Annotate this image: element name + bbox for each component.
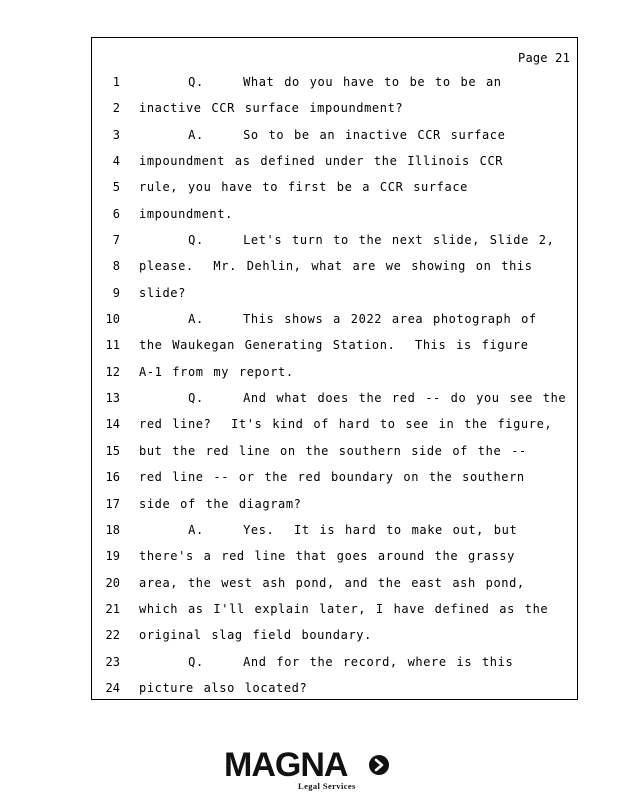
transcript-line xyxy=(92,332,577,358)
line-number: 12 xyxy=(105,364,120,379)
transcript-line xyxy=(92,464,577,490)
line-number: 19 xyxy=(105,549,120,564)
transcript-line xyxy=(92,649,577,675)
line-text: Q. What do you have to be to be an xyxy=(139,75,502,89)
line-number: 18 xyxy=(105,522,120,537)
line-number: 1 xyxy=(112,75,120,89)
line-text: area, the west ash pond, and the east ash pond, xyxy=(139,575,525,590)
line-number: 3 xyxy=(112,127,120,142)
line-text: A-1 from my report. xyxy=(139,364,294,379)
line-text: which as I'll explain later, I have defined as the xyxy=(139,601,549,616)
line-number: 15 xyxy=(105,443,120,458)
transcript-line xyxy=(92,122,577,148)
line-number: 10 xyxy=(105,312,120,327)
line-text: Q. And what does the red -- do you see the xyxy=(139,391,567,406)
line-number: 8 xyxy=(112,259,120,274)
line-text: please. Mr. Dehlin, what are we showing on this xyxy=(139,259,533,274)
transcript-line xyxy=(92,385,577,411)
transcript-line xyxy=(92,148,577,174)
line-number: 20 xyxy=(105,575,120,590)
line-text: impoundment as defined under the Illinois CCR xyxy=(139,154,504,169)
line-text: there's a red line that goes around the grassy xyxy=(139,549,515,564)
logo-wordmark: MAGNA xyxy=(224,746,348,784)
page-number: Page 21 xyxy=(518,51,570,65)
transcript-line xyxy=(92,438,577,464)
line-text: picture also located? xyxy=(139,680,308,695)
line-number: 2 xyxy=(112,101,120,116)
line-number: 13 xyxy=(105,391,120,406)
line-text: Q. Let's turn to the next slide, Slide 2, xyxy=(139,233,555,248)
line-number: 23 xyxy=(105,654,120,669)
transcript-line xyxy=(92,69,577,95)
line-text: rule, you have to first be a CCR surface xyxy=(139,180,468,195)
line-text: slide? xyxy=(139,285,186,300)
line-number: 24 xyxy=(105,680,120,695)
transcript-lines xyxy=(92,69,577,701)
transcript-line xyxy=(92,280,577,306)
line-number: 14 xyxy=(105,417,120,432)
line-text: side of the diagram? xyxy=(139,496,302,511)
transcript-line xyxy=(92,95,577,121)
transcript-line xyxy=(92,359,577,385)
logo-subtitle: Legal Services xyxy=(298,781,356,791)
line-number: 9 xyxy=(112,285,120,300)
line-number: 21 xyxy=(105,601,120,616)
transcript-page xyxy=(91,37,578,700)
transcript-line xyxy=(92,622,577,648)
transcript-line xyxy=(92,543,577,569)
line-text: impoundment. xyxy=(139,206,233,221)
line-number: 4 xyxy=(112,154,120,169)
transcript-line xyxy=(92,517,577,543)
arrow-circle-icon xyxy=(368,754,390,776)
line-number: 6 xyxy=(112,206,120,221)
transcript-line xyxy=(92,675,577,701)
line-number: 17 xyxy=(105,496,120,511)
transcript-line xyxy=(92,253,577,279)
line-text: A. Yes. It is hard to make out, but xyxy=(139,522,518,537)
line-text: but the red line on the southern side of the -- xyxy=(139,443,527,458)
line-text: A. So to be an inactive CCR surface xyxy=(139,127,506,142)
line-text: Q. And for the record, where is this xyxy=(139,654,514,669)
transcript-line xyxy=(92,411,577,437)
line-text: inactive CCR surface impoundment? xyxy=(139,101,404,116)
transcript-line xyxy=(92,596,577,622)
line-number: 5 xyxy=(112,180,120,195)
line-text: original slag field boundary. xyxy=(139,628,372,643)
line-text: red line? It's kind of hard to see in the figure, xyxy=(139,417,553,432)
line-number: 16 xyxy=(105,470,120,485)
line-text: the Waukegan Generating Station. This is figure xyxy=(139,338,529,353)
transcript-line xyxy=(92,201,577,227)
transcript-line xyxy=(92,570,577,596)
line-number: 22 xyxy=(105,628,120,643)
line-text: A. This shows a 2022 area photograph of xyxy=(139,312,537,327)
transcript-line xyxy=(92,174,577,200)
transcript-line xyxy=(92,491,577,517)
line-text: red line -- or the red boundary on the southern xyxy=(139,470,525,485)
line-number: 11 xyxy=(105,338,120,353)
line-number: 7 xyxy=(112,233,120,248)
magna-logo xyxy=(222,746,397,794)
transcript-line xyxy=(92,227,577,253)
transcript-line xyxy=(92,306,577,332)
